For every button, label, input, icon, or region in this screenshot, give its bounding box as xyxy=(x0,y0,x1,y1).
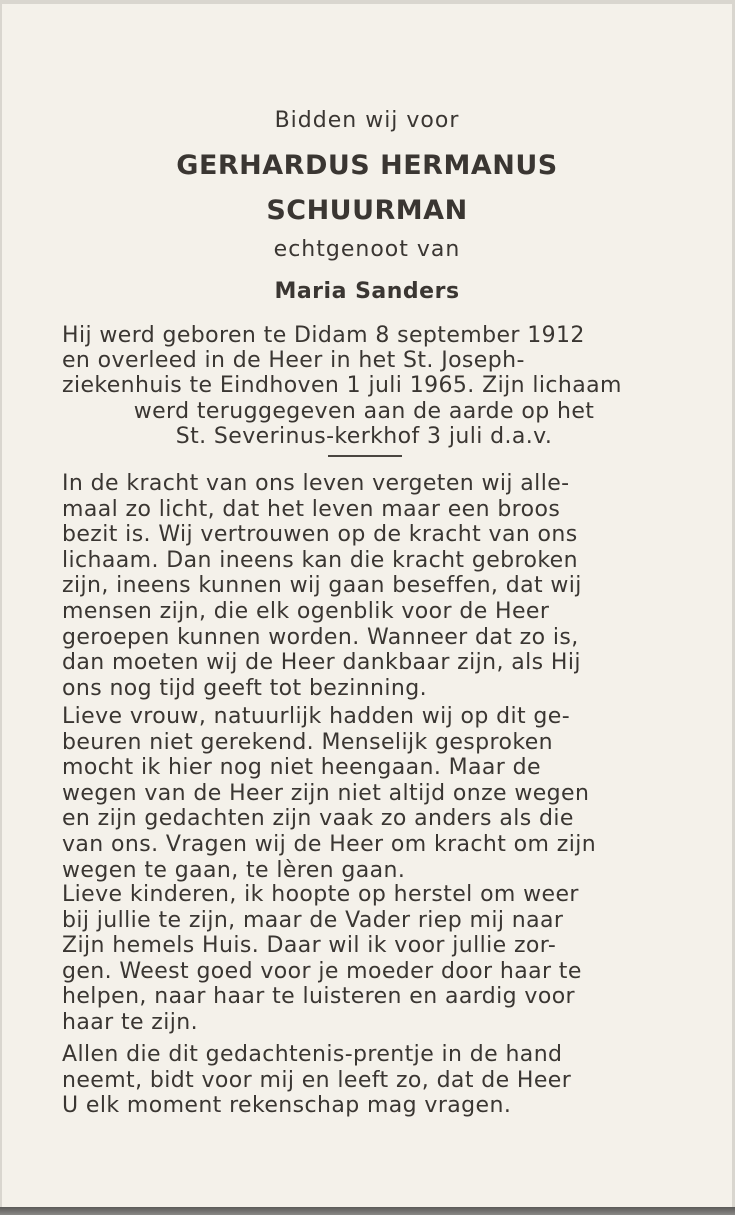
paragraph-1-line: dan moeten wij de Heer dankbaar zijn, als Hij xyxy=(62,650,581,675)
paragraph-1-line: lichaam. Dan ineens kan die kracht gebroken xyxy=(62,548,578,573)
biography-line: ziekenhuis te Eindhoven 1 juli 1965. Zijn lichaam xyxy=(62,373,622,398)
paragraph-4-line: U elk moment rekenschap mag vragen. xyxy=(62,1093,512,1118)
biography-line: St. Severinus-kerkhof 3 juli d.a.v. xyxy=(175,424,553,449)
deceased-name-line2: SCHUURMAN xyxy=(266,195,468,226)
paragraph-2-line: wegen van de Heer zijn niet altijd onze wegen xyxy=(62,781,590,806)
paragraph-2-line: mocht ik hier nog niet heengaan. Maar de xyxy=(62,755,541,780)
paragraph-1-line: zijn, ineens kunnen wij gaan beseffen, dat wij xyxy=(62,573,582,598)
card-edge-shadow xyxy=(0,1207,735,1215)
biography-line: werd teruggegeven aan de aarde op het xyxy=(133,399,595,424)
spouse-name: Maria Sanders xyxy=(274,279,460,304)
paragraph-2-line: beuren niet gerekend. Menselijk gesproken xyxy=(62,730,553,755)
deceased-name-line1: GERHARDUS HERMANUS xyxy=(176,150,558,181)
spouse-label: echtgenoot van xyxy=(273,237,461,262)
paragraph-4-line: Allen die dit gedachtenis-prentje in de hand xyxy=(62,1042,563,1067)
divider-line xyxy=(328,455,402,457)
paragraph-2-line: van ons. Vragen wij de Heer om kracht om zijn xyxy=(62,832,597,857)
paragraph-3-line: Zijn hemels Huis. Daar wil ik voor jullie zor- xyxy=(62,933,557,958)
paragraph-1-line: mensen zijn, die elk ogenblik voor de Heer xyxy=(62,599,550,624)
paragraph-2-line: Lieve vrouw, natuurlijk hadden wij op dit ge- xyxy=(62,704,571,729)
paragraph-1-line: maal zo licht, dat het leven maar een broos xyxy=(62,497,561,522)
paragraph-3-line: haar te zijn. xyxy=(62,1010,199,1035)
paragraph-3-line: helpen, naar haar te luisteren en aardig voor xyxy=(62,984,575,1009)
paragraph-2-line: wegen te gaan, te lèren gaan. xyxy=(62,858,406,883)
paragraph-1-line: ons nog tijd geeft tot bezinning. xyxy=(62,676,428,701)
memorial-card xyxy=(2,4,732,1207)
intro-text: Bidden wij voor xyxy=(274,108,460,133)
paragraph-1-line: In de kracht van ons leven vergeten wij alle- xyxy=(62,471,570,496)
paragraph-4-line: neemt, bidt voor mij en leeft zo, dat de Heer xyxy=(62,1068,572,1093)
biography-line: Hij werd geboren te Didam 8 september 1912 xyxy=(62,323,585,348)
paragraph-1-line: geroepen kunnen worden. Wanneer dat zo is, xyxy=(62,625,579,650)
biography-line: en overleed in de Heer in het St. Joseph- xyxy=(62,348,525,373)
paragraph-1-line: bezit is. Wij vertrouwen op de kracht van ons xyxy=(62,522,578,547)
paragraph-2-line: en zijn gedachten zijn vaak zo anders als die xyxy=(62,806,574,831)
paragraph-3-line: Lieve kinderen, ik hoopte op herstel om weer xyxy=(62,882,579,907)
paragraph-3-line: gen. Weest goed voor je moeder door haar te xyxy=(62,959,582,984)
paragraph-3-line: bij jullie te zijn, maar de Vader riep mij naar xyxy=(62,908,564,933)
